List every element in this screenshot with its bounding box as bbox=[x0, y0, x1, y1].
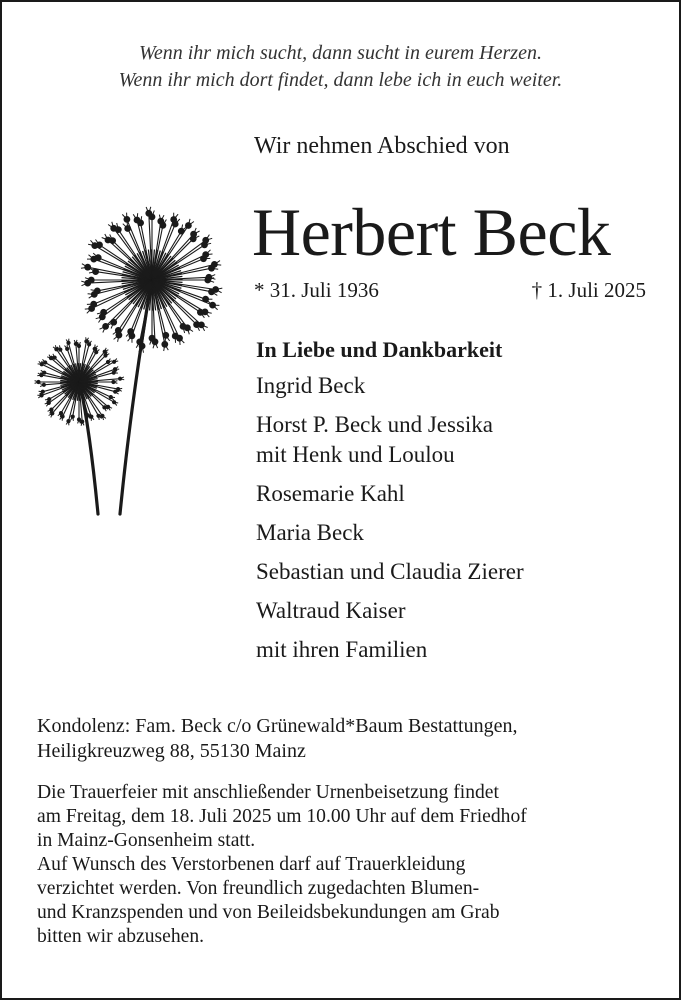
mourner-name-line: mit Henk und Loulou bbox=[256, 442, 455, 467]
deceased-name: Herbert Beck bbox=[252, 194, 611, 270]
condolence-address bbox=[37, 714, 646, 764]
condolence-line-1: Kondolenz: Fam. Beck c/o Grünewald*Baum Bestattungen, bbox=[37, 715, 518, 737]
ceremony-line: bitten wir abzusehen. bbox=[37, 926, 205, 947]
life-dates bbox=[254, 278, 646, 303]
ceremony-line: Auf Wunsch des Verstorbenen darf auf Trauerkleidung bbox=[37, 854, 466, 875]
ceremony-line: verzichtet werden. Von freundlich zugedachten Blumen- bbox=[37, 878, 480, 899]
memorial-quote bbox=[2, 40, 679, 94]
mourner-name: Sebastian und Claudia Zierer bbox=[256, 559, 524, 584]
farewell-intro: Wir nehmen Abschied von bbox=[254, 133, 510, 159]
large-dandelion-head bbox=[81, 207, 222, 353]
ceremony-line: Die Trauerfeier mit anschließender Urnenbeisetzung findet bbox=[37, 782, 499, 803]
small-dandelion-head bbox=[35, 337, 125, 425]
mourner-families: mit ihren Familien bbox=[256, 637, 428, 662]
quote-line-2: Wenn ihr mich dort findet, dann lebe ich in euch weiter. bbox=[118, 69, 563, 91]
ceremony-line: in Mainz-Gonsenheim statt. bbox=[37, 830, 256, 851]
ceremony-line: und Kranzspenden und von Beileidsbekundungen am Grab bbox=[37, 902, 500, 923]
mourners-heading: In Liebe und Dankbarkeit bbox=[256, 337, 503, 362]
mourner-name: Ingrid Beck bbox=[256, 373, 366, 398]
mourner-name: Maria Beck bbox=[256, 520, 364, 545]
mourners-list bbox=[256, 335, 656, 674]
death-date: † 1. Juli 2025 bbox=[531, 278, 646, 302]
ceremony-details bbox=[37, 781, 646, 949]
quote-line-1: Wenn ihr mich sucht, dann sucht in eurem Herzen. bbox=[139, 42, 542, 64]
birth-date: * 31. Juli 1936 bbox=[254, 278, 379, 302]
mourner-name: Rosemarie Kahl bbox=[256, 481, 405, 506]
mourner-name: Waltraud Kaiser bbox=[256, 598, 406, 623]
mourner-name-line: Horst P. Beck und Jessika bbox=[256, 412, 494, 437]
condolence-line-2: Heiligkreuzweg 88, 55130 Mainz bbox=[37, 740, 306, 762]
mourner-name bbox=[256, 410, 656, 470]
dandelion-icon bbox=[32, 202, 232, 522]
ceremony-line: am Freitag, dem 18. Juli 2025 um 10.00 Uhr auf dem Friedhof bbox=[37, 806, 527, 827]
